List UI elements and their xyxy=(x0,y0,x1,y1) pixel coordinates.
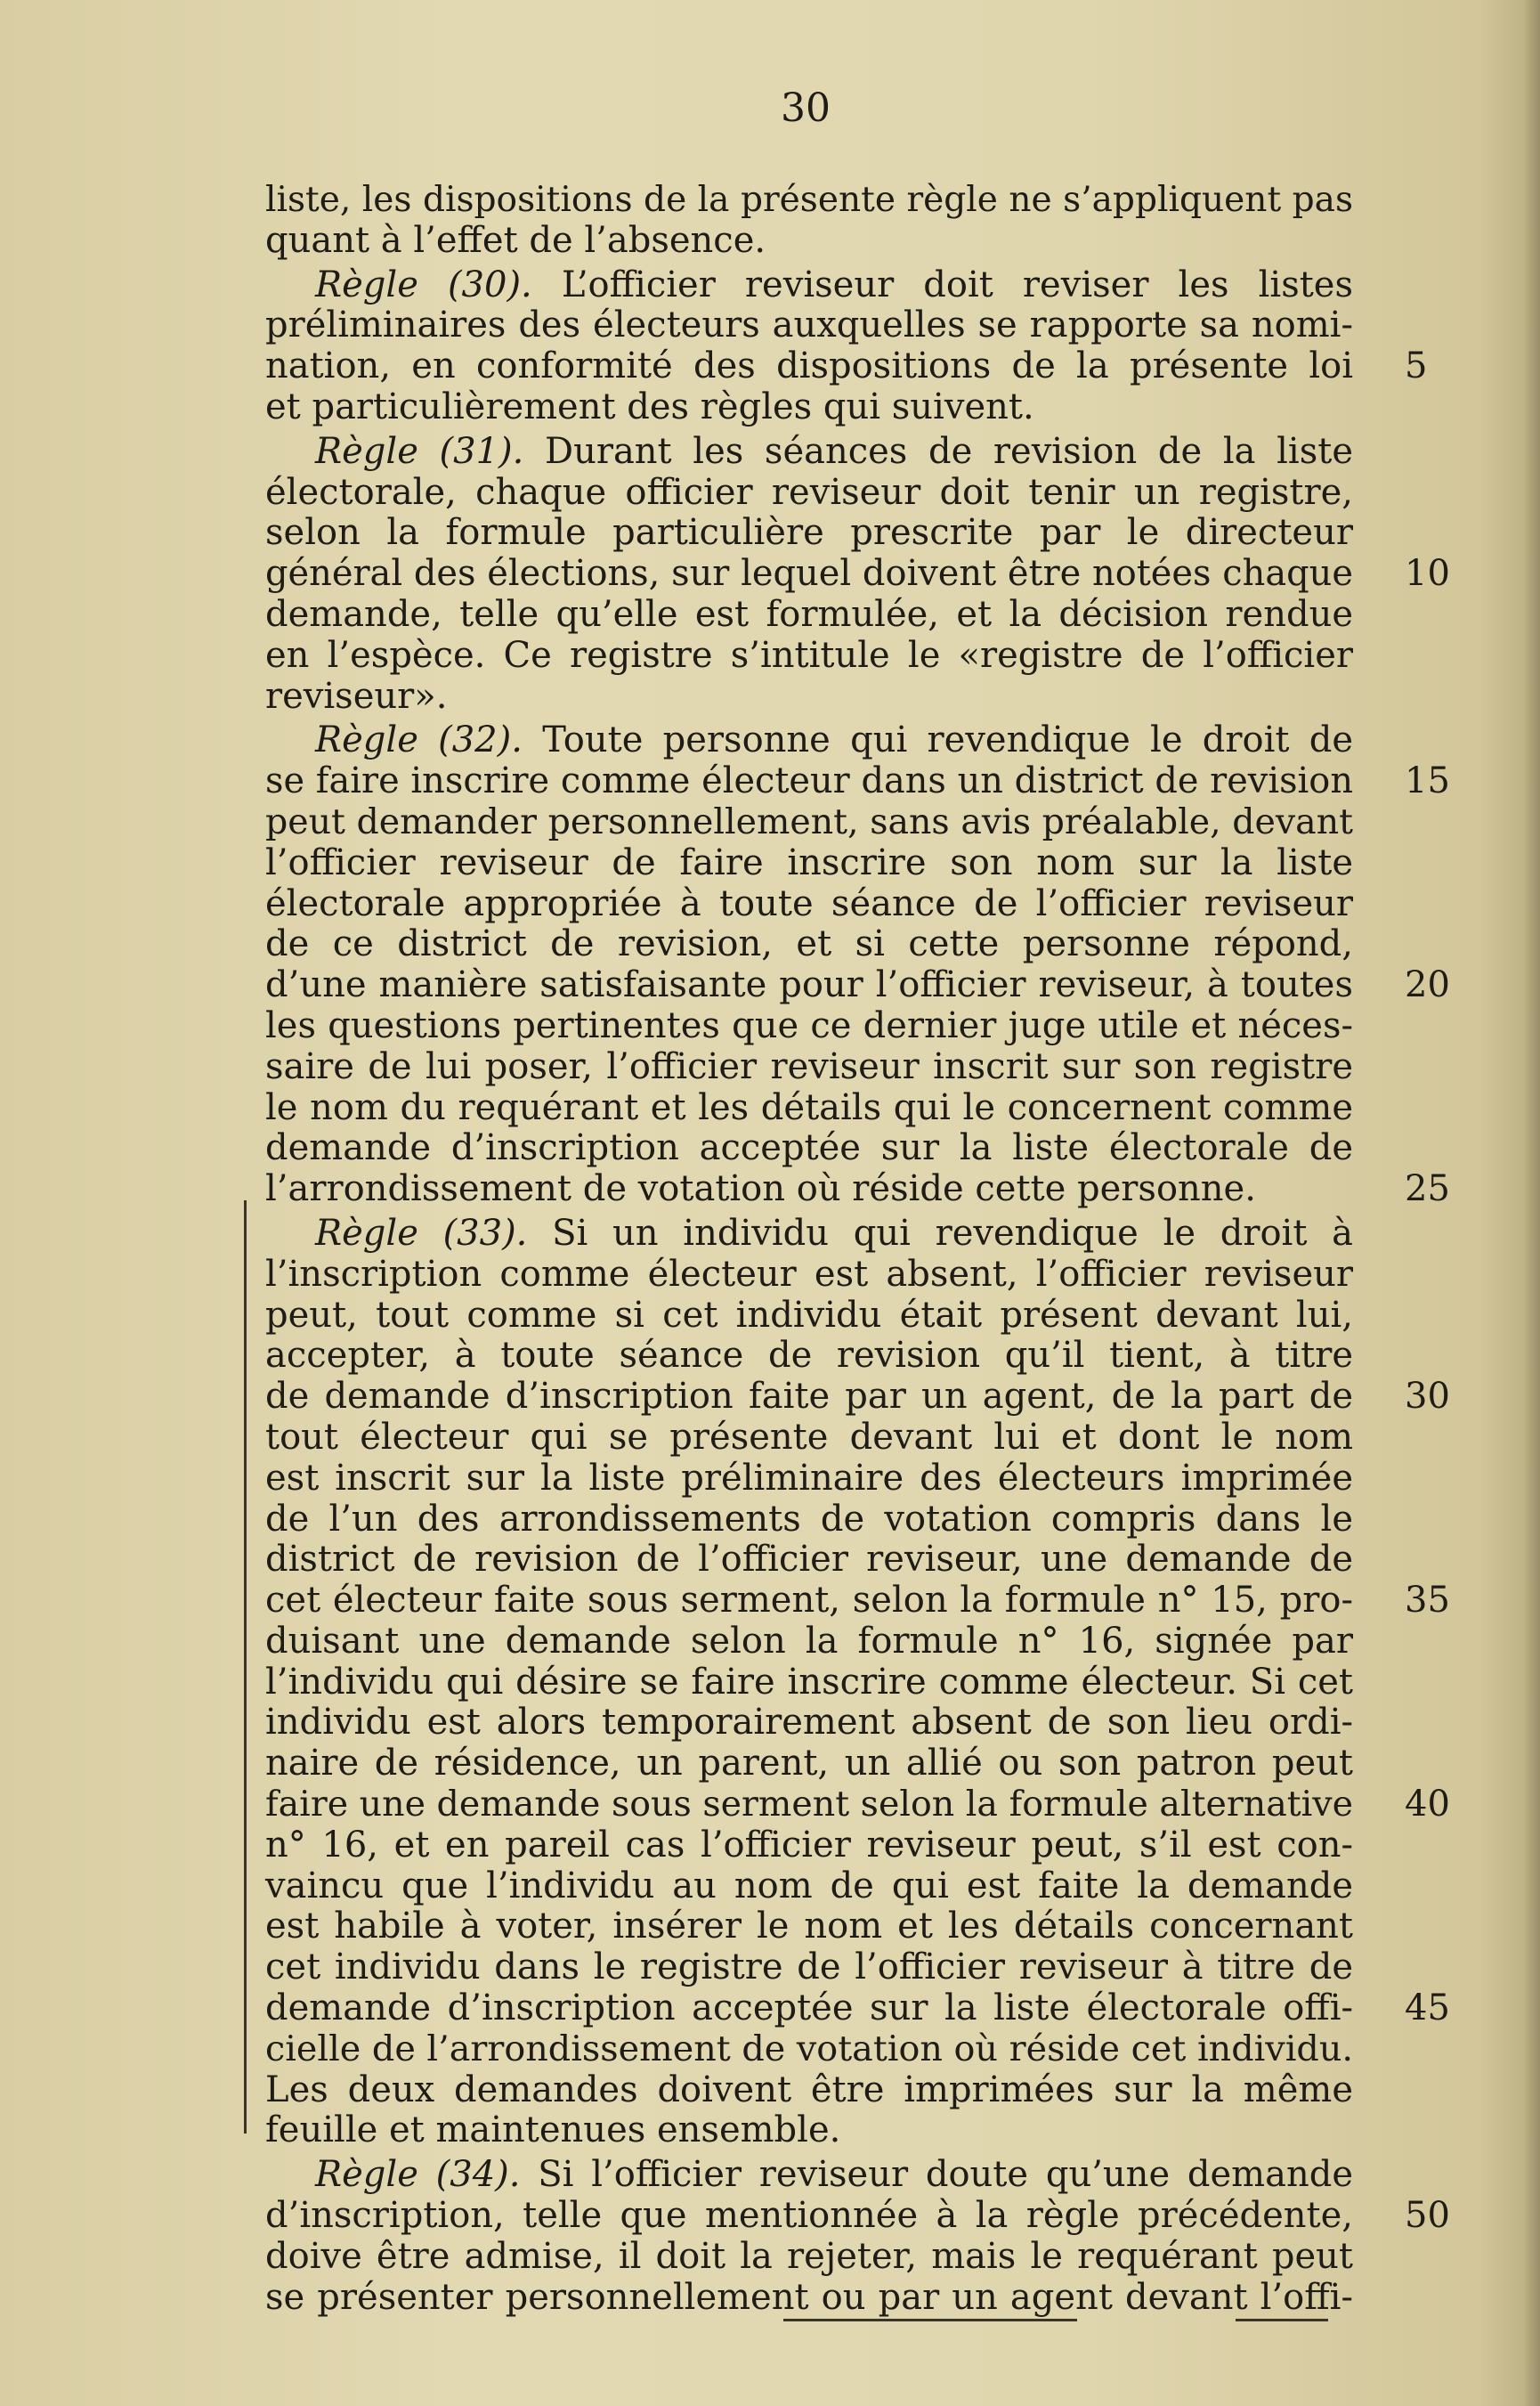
text-line xyxy=(265,1088,1353,1129)
text-line xyxy=(265,924,1353,965)
text-line xyxy=(265,677,1353,718)
line-text: duisant une demande selon la formule n° 16, signée par xyxy=(265,1620,1353,1662)
text-line xyxy=(265,265,1353,306)
text-line xyxy=(265,1987,1450,2029)
line-text: d’inscription, telle que mentionnée à la règle précédente, xyxy=(265,2195,1353,2237)
margin-line-number: 15 xyxy=(1405,760,1450,802)
page-number: 30 xyxy=(781,85,831,131)
text-line xyxy=(265,345,1428,387)
text-line xyxy=(265,2278,1353,2319)
line-text: tout électeur qui se présente devant lui et dont le nom xyxy=(265,1416,1353,1458)
text-line xyxy=(265,1047,1353,1088)
line-text: Si l’officier reviseur doute qu’une demande xyxy=(520,2154,1353,2196)
text-line xyxy=(265,305,1353,346)
text-line xyxy=(265,1500,1353,1540)
line-text: électorale appropriée à toute séance de l’officier reviseur xyxy=(265,882,1353,924)
margin-line-number: 5 xyxy=(1405,345,1428,387)
line-text: l’officier reviseur de faire inscrire son nom sur la liste xyxy=(265,841,1353,883)
line-text: faire une demande sous serment selon la formule alternative xyxy=(265,1784,1353,1825)
text-line xyxy=(265,1580,1450,1622)
line-text: de ce district de revision, et si cette personne répond, xyxy=(265,923,1353,965)
line-text: reviseur». xyxy=(265,675,448,717)
line-text: L’officier reviseur doit reviser les listes xyxy=(531,264,1353,305)
line-text: district de revision de l’officier reviseur, une demande de xyxy=(265,1539,1353,1581)
text-line xyxy=(265,180,1353,221)
text-line xyxy=(265,802,1353,843)
text-line xyxy=(265,1784,1450,1825)
text-line xyxy=(265,1540,1353,1581)
text-line xyxy=(265,1128,1353,1169)
line-text: nation, en conformité des dispositions de la présente loi xyxy=(265,345,1353,387)
margin-line-number: 45 xyxy=(1405,1987,1450,2029)
margin-line-number: 50 xyxy=(1405,2195,1450,2237)
line-text: demande d’inscription acceptée sur la liste électorale offi- xyxy=(265,1987,1353,2029)
text-line xyxy=(265,2237,1353,2278)
line-text: l’inscription comme électeur est absent, l’officier reviseur xyxy=(265,1253,1353,1295)
line-text: Toute personne qui revendique le droit de xyxy=(522,719,1353,761)
margin-line-number: 25 xyxy=(1405,1168,1450,1210)
text-line xyxy=(265,760,1450,802)
line-text: Si un individu qui revendique le droit à xyxy=(527,1212,1353,1254)
line-text: peut, tout comme si cet individu était présent devant lui, xyxy=(265,1294,1353,1336)
line-text: Les deux demandes doivent être imprimées sur la même xyxy=(265,2069,1353,2110)
line-text: n° 16, et en pareil cas l’officier reviseur peut, s’il est con- xyxy=(265,1824,1353,1865)
line-text: d’une manière satisfaisante pour l’officier reviseur, à toutes xyxy=(265,964,1353,1006)
page-edge-shadow xyxy=(1524,0,1540,2406)
text-line xyxy=(265,1703,1353,1744)
line-text: général des élections, sur lequel doivent être notées chaque xyxy=(265,553,1353,595)
margin-line-number: 20 xyxy=(1405,964,1450,1006)
text-line xyxy=(265,513,1353,554)
line-text: est inscrit sur la liste préliminaire des électeurs imprimée xyxy=(265,1457,1353,1499)
text-line xyxy=(265,2195,1450,2237)
text-line xyxy=(265,1214,1353,1255)
underline-mark-1 xyxy=(783,2319,1077,2321)
text-line xyxy=(265,1168,1450,1210)
line-text: électorale, chaque officier reviseur doit tenir un registre, xyxy=(265,471,1353,513)
line-text: l’individu qui désire se faire inscrire comme électeur. Si cet xyxy=(265,1661,1353,1703)
text-line xyxy=(265,1296,1353,1337)
text-line xyxy=(265,432,1353,473)
line-text: accepter, à toute séance de revision qu’il tient, à titre xyxy=(265,1335,1353,1377)
line-text: saire de lui poser, l’officier reviseur inscrit sur son registre xyxy=(265,1045,1353,1087)
line-text: demande, telle qu’elle est formulée, et la décision rendue xyxy=(265,593,1353,635)
line-text: de l’un des arrondissements de votation compris dans le xyxy=(265,1498,1353,1540)
text-line xyxy=(265,1622,1353,1662)
line-text: demande d’inscription acceptée sur la liste électorale de xyxy=(265,1127,1353,1169)
text-line xyxy=(265,473,1353,514)
text-line xyxy=(265,964,1450,1006)
line-text: cet électeur faite sous serment, selon la formule n° 15, pro- xyxy=(265,1580,1353,1622)
line-text: et particulièrement des règles qui suivent. xyxy=(265,386,1034,427)
text-line xyxy=(265,843,1353,884)
line-text: liste, les dispositions de la présente règle ne s’appliquent pas xyxy=(265,180,1353,220)
rule-label: Règle (34). xyxy=(315,2154,521,2196)
text-line xyxy=(265,387,1353,428)
text-line xyxy=(265,1418,1353,1459)
line-text: les questions pertinentes que ce dernier juge utile et néces- xyxy=(265,1004,1353,1046)
text-line xyxy=(265,884,1353,925)
margin-line-number: 40 xyxy=(1405,1784,1450,1825)
text-line xyxy=(265,1459,1353,1500)
margin-line-number: 10 xyxy=(1405,553,1450,595)
line-text: cielle de l’arrondissement de votation où réside cet individu. xyxy=(265,2028,1353,2069)
text-line xyxy=(265,221,1353,262)
line-text: préliminaires des électeurs auxquelles se rapporte sa nomi- xyxy=(265,305,1353,346)
text-line xyxy=(265,720,1353,761)
text-line xyxy=(265,1376,1450,1418)
text-line xyxy=(265,595,1353,636)
rule-label: Règle (32). xyxy=(315,719,523,761)
line-text: individu est alors temporairement absent de son lieu ordi- xyxy=(265,1702,1353,1744)
line-text: en l’espèce. Ce registre s’intitule le «registre de l’officier xyxy=(265,634,1353,676)
rule-label: Règle (33). xyxy=(315,1212,528,1254)
line-text: cet individu dans le registre de l’officier reviseur à titre de xyxy=(265,1947,1353,1988)
line-text: est habile à voter, insérer le nom et les détails concernant xyxy=(265,1906,1353,1947)
line-text: de demande d’inscription faite par un agent, de la part de xyxy=(265,1376,1353,1418)
line-text: se présenter personnellement ou par un agent devant l’offi- xyxy=(265,2276,1353,2318)
line-text: feuille et maintenues ensemble. xyxy=(265,2109,841,2151)
line-text: quant à l’effet de l’absence. xyxy=(265,219,766,261)
text-line xyxy=(265,2029,1353,2070)
line-text: l’arrondissement de votation où réside cette personne. xyxy=(265,1168,1256,1210)
line-text: Durant les séances de revision de la liste xyxy=(523,430,1353,472)
margin-line-number: 35 xyxy=(1405,1580,1450,1622)
underline-mark-2 xyxy=(1236,2319,1328,2321)
rule-label: Règle (31). xyxy=(315,430,524,472)
rule-label: Règle (30). xyxy=(315,264,532,305)
text-line xyxy=(265,1662,1353,1703)
text-line xyxy=(265,1006,1353,1047)
text-line xyxy=(265,1906,1353,1947)
text-line xyxy=(265,2070,1353,2111)
text-line xyxy=(265,1255,1353,1296)
text-line xyxy=(265,1336,1353,1377)
line-text: naire de résidence, un parent, un allié ou son patron peut xyxy=(265,1743,1353,1784)
text-line xyxy=(265,636,1353,677)
line-text: selon la formule particulière prescrite par le directeur xyxy=(265,512,1353,554)
text-line xyxy=(265,2110,1353,2151)
text-line xyxy=(265,1866,1353,1907)
line-text: le nom du requérant et les détails qui le concernent comme xyxy=(265,1086,1353,1128)
text-line xyxy=(265,1825,1353,1866)
line-text: vaincu que l’individu au nom de qui est faite la demande xyxy=(265,1865,1353,1906)
body-text xyxy=(265,180,1450,2318)
margin-line-number: 30 xyxy=(1405,1376,1450,1418)
text-line xyxy=(265,2155,1353,2196)
text-line xyxy=(265,1947,1353,1988)
text-line xyxy=(265,553,1450,595)
line-text: doive être admise, il doit la rejeter, mais le requérant peut xyxy=(265,2235,1353,2277)
text-line xyxy=(265,1744,1353,1784)
line-text: se faire inscrire comme électeur dans un district de revision xyxy=(265,760,1353,802)
line-text: peut demander personnellement, sans avis préalable, devant xyxy=(265,801,1353,842)
margin-marker-line xyxy=(244,1200,247,2134)
